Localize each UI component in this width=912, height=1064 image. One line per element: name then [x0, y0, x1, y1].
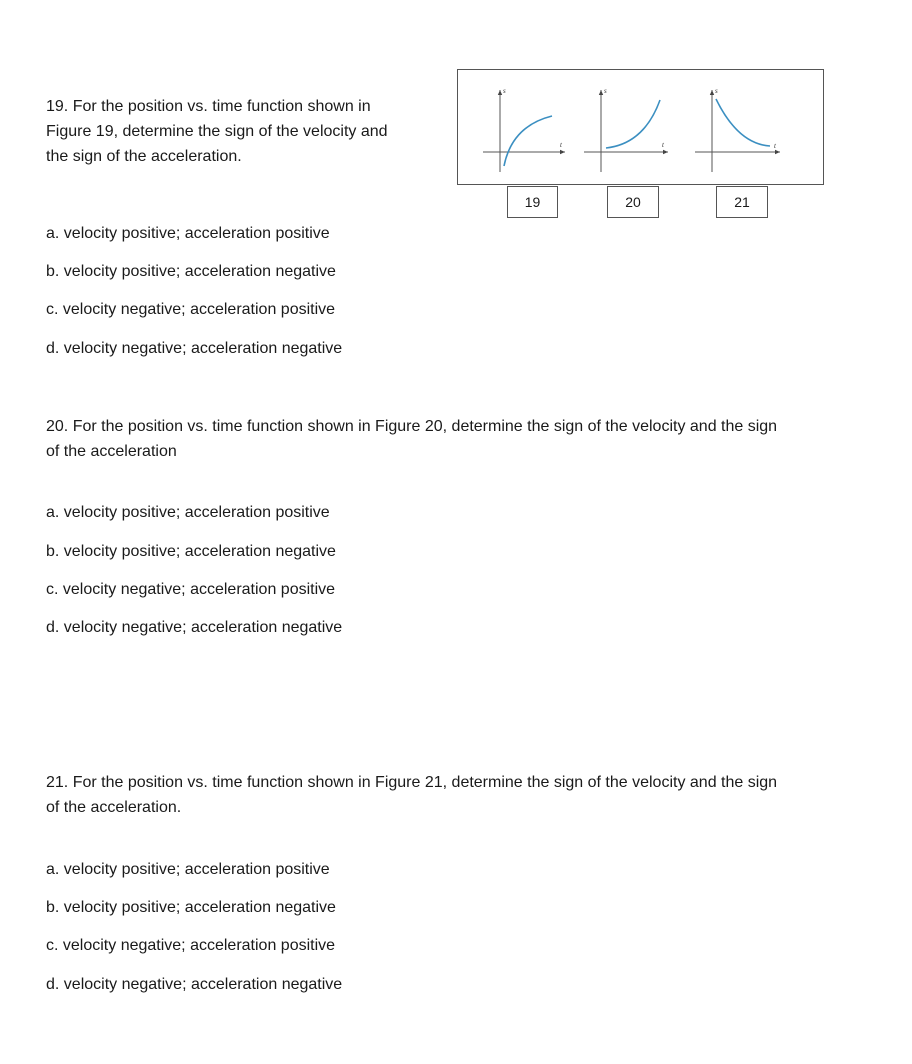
- question-19-option-b: b. velocity positive; acceleration negative: [46, 263, 336, 280]
- question-20-option-b: b. velocity positive; acceleration negative: [46, 543, 336, 560]
- question-19-line-2: Figure 19, determine the sign of the velocity and: [46, 123, 388, 140]
- question-20-prompt: [46, 414, 777, 464]
- question-20-option-a: a. velocity positive; acceleration positive: [46, 504, 330, 521]
- figure-21-label: 21: [716, 186, 768, 218]
- figure-19-t-label: t: [560, 141, 562, 149]
- question-21-line-2: of the acceleration.: [46, 799, 182, 816]
- question-20-option-d: d. velocity negative; acceleration negative: [46, 619, 343, 636]
- figure-20-label: 20: [607, 186, 659, 218]
- question-19-option-d: d. velocity negative; acceleration negative: [46, 340, 343, 357]
- figure-20-graph: [584, 87, 668, 172]
- question-20-line-1: 20. For the position vs. time function shown in Figure 20, determine the sign of the velocity and the sign: [46, 418, 778, 435]
- figure-19-curve: [504, 116, 552, 166]
- figure-21-curve: [716, 99, 770, 146]
- question-19-line-1: 19. For the position vs. time function shown in: [46, 98, 371, 115]
- figure-20-curve: [606, 100, 660, 148]
- question-21-line-1: 21. For the position vs. time function shown in Figure 21, determine the sign of the velocity and the sign: [46, 774, 778, 791]
- figure-19-s-label: s: [503, 87, 506, 95]
- question-20-line-2: of the acceleration: [46, 443, 177, 460]
- question-21-option-b: b. velocity positive; acceleration negative: [46, 899, 336, 916]
- question-19-option-a: a. velocity positive; acceleration positive: [46, 225, 330, 242]
- figures-graphs: [0, 0, 912, 200]
- question-20-option-c: c. velocity negative; acceleration positive: [46, 581, 336, 598]
- figure-20-t-label: t: [662, 141, 664, 149]
- figure-21-s-label: s: [715, 87, 718, 95]
- figure-20-s-label: s: [604, 87, 607, 95]
- question-21-prompt: [46, 770, 777, 820]
- question-19-option-c: c. velocity negative; acceleration positive: [46, 301, 336, 318]
- figure-19-graph: [483, 87, 565, 172]
- question-21-option-d: d. velocity negative; acceleration negative: [46, 976, 343, 993]
- question-19-line-3: the sign of the acceleration.: [46, 148, 242, 165]
- question-21-option-a: a. velocity positive; acceleration positive: [46, 861, 330, 878]
- figure-21-graph: [695, 87, 780, 172]
- figure-19-label: 19: [507, 186, 558, 218]
- question-21-option-c: c. velocity negative; acceleration positive: [46, 937, 336, 954]
- figure-21-t-label: t: [774, 142, 776, 150]
